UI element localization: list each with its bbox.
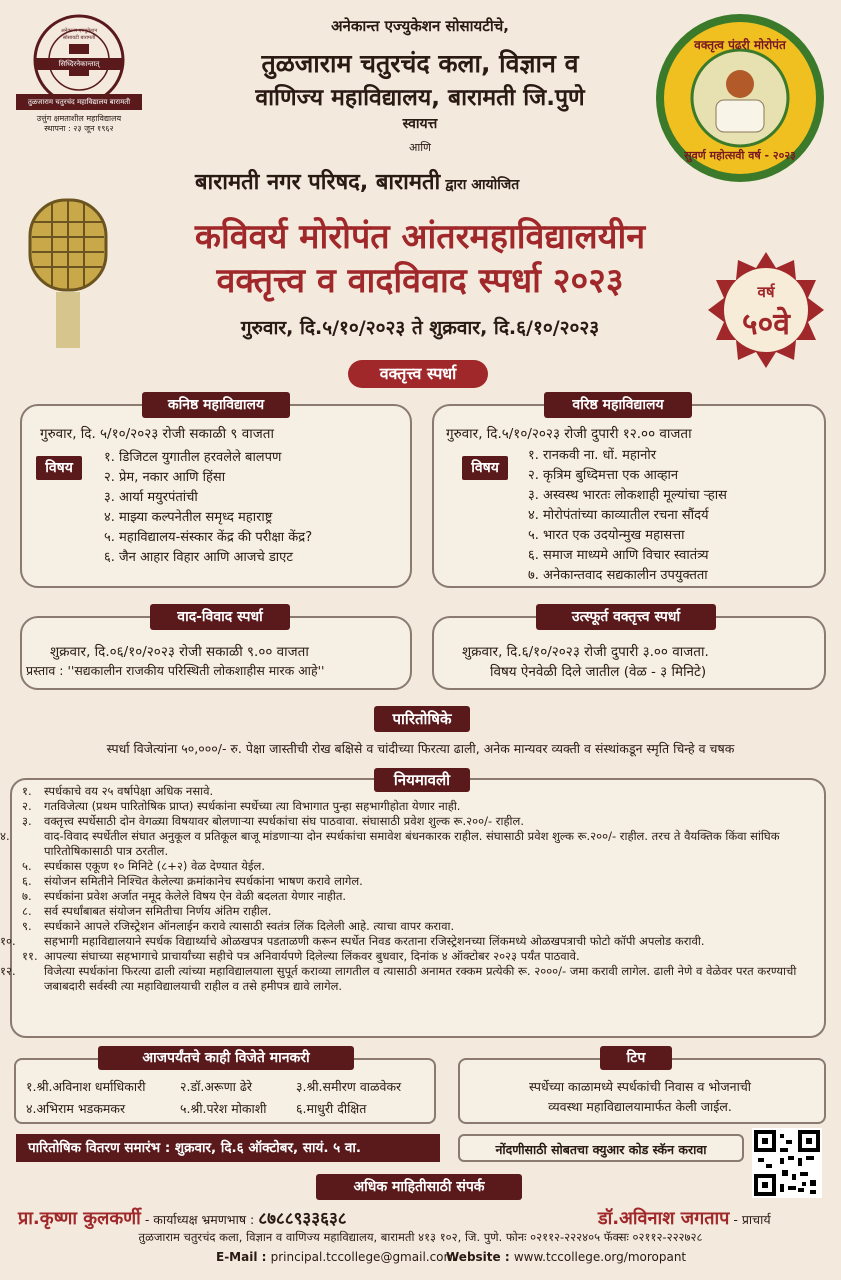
logo-bottom-text: तुळजाराम चतुरचंद महाविद्यालय बारामती (27, 98, 131, 106)
event-title-line1: कविवर्य मोरोपंत आंतरमहाविद्यालयीन (194, 217, 646, 257)
list-item: २. गतविजेत्या (प्रथम पारितोषिक प्राप्त) स्पर्धकांना स्पर्धेच्या त्या विभागात पुन्हा सहभागीहोता येणार नाही. (22, 799, 461, 813)
senior-subject-label: विषय (462, 456, 508, 480)
senior-topics (528, 446, 727, 586)
contact-title: अधिक माहितीसाठी संपर्क (316, 1174, 522, 1200)
junior-topics (104, 448, 312, 568)
list-item: १०. सहभागी महाविद्यालयाने स्पर्धक विद्यार्थ्याचे ओळखपत्र पडताळणी करून स्पर्धेत निवड करताना रजिस्ट्रेशनच्या लिंकमध्ये ओळखपत्राची फोटो कॉपी अपलोड करावी. (0, 934, 705, 948)
person1-phone[interactable]: ८७८८९३३६३८ (258, 1209, 347, 1229)
golden-jubilee-seal (650, 12, 830, 184)
motion-text: ''सद्यकालीन राजकीय परिस्थिती लोकशाहीस मारक आहे'' (67, 663, 325, 678)
list-item: ३. अस्वस्थ भारतः लोकशाही मूल्यांचा ऱ्हास (528, 488, 727, 503)
email-label: E-Mail : (216, 1250, 271, 1264)
and-label: आणि (408, 141, 432, 154)
junior-date: गुरुवार, दि. ५/१०/२०२३ रोजी सकाळी ९ वाजता (40, 426, 274, 442)
council-name: बारामती नगर परिषद, बारामती (195, 170, 441, 195)
event-title-line2: वक्तृत्त्व व वादविवाद स्पर्धा २०२३ (216, 261, 624, 301)
logo-caption-2: स्थापना : २३ जून १९६२ (44, 124, 114, 133)
junior-subject-label: विषय (36, 456, 82, 480)
anniversary-label: वर्ष (757, 283, 775, 301)
rules-title: नियमावली (374, 768, 470, 792)
motion-label: प्रस्ताव : (26, 663, 64, 678)
list-item: ९. स्पर्धकाने आपले रजिस्ट्रेशन ऑनलाईन करावे त्यासाठी स्वतंत्र लिंक दिलेली आहे. त्याचा वापर करावा. (22, 919, 455, 933)
logo-ring-text: अनेकान्त एज्युकेशन सोसायटी बारामती (60, 28, 98, 41)
autonomous-label: स्वायत्त (402, 116, 438, 132)
anniversary-badge (706, 250, 826, 370)
debate-motion (26, 662, 324, 679)
list-item: ८. सर्व स्पर्धांबाबत संयोजन समितीचा निर्णय अंतिम राहील. (22, 904, 272, 918)
impromptu-title: उत्स्फूर्त वक्तृत्त्व स्पर्धा (536, 604, 716, 630)
council-line (195, 166, 655, 196)
seal-top-text: वक्तृत्व पंढरी मोरोपंत (694, 38, 786, 52)
list-item: ३. आर्या मयुरपंतांची (104, 490, 198, 505)
winner-name: ४.अभिराम भडकमकर (26, 1101, 126, 1116)
prizes-title: पारितोषिके (374, 706, 470, 732)
person2-role: - प्राचार्य (729, 1212, 771, 1227)
junior-title: कनिष्ठ महाविद्यालय (142, 392, 290, 418)
list-item: ५. महाविद्यालय-संस्कार केंद्र की परीक्षा केंद्र? (104, 530, 313, 545)
website-label: Website : (446, 1250, 514, 1264)
organized-by: द्वारा आयोजित (445, 177, 520, 193)
email-link[interactable]: principal.tccollege@gmail.com (270, 1250, 456, 1264)
poet-portrait-icon (726, 70, 754, 98)
person1-role: - कार्याध्यक्ष भ्रमणभाष : (140, 1212, 259, 1227)
college-logo (14, 14, 144, 134)
tip-line-2: व्यवस्था महाविद्यालयामार्फत केली जाईल. (548, 1099, 732, 1114)
contact-person-2 (598, 1206, 771, 1230)
society-line: अनेकान्त एज्युकेशन सोसायटीचे, (331, 17, 509, 35)
senior-date: गुरुवार, दि.५/१०/२०२३ रोजी दुपारी १२.०० वाजता (446, 426, 692, 442)
tip-title: टिप (600, 1046, 672, 1070)
list-item: ५. भारत एक उदयोन्मुख महासत्ता (528, 528, 685, 543)
qr-code-icon[interactable] (752, 1128, 822, 1198)
impromptu-date: शुक्रवार, दि.६/१०/२०२३ रोजी दुपारी ३.०० वाजता. (462, 644, 709, 660)
list-item: ७. स्पर्धकांना प्रवेश अर्जात नमूद केलेले विषय ऐन वेळी बदलता येणार नाहीत. (22, 889, 347, 903)
rules-list (0, 784, 812, 994)
list-item: ४. माझ्या कल्पनेतील समृध्द महाराष्ट्र (104, 510, 273, 525)
college-name-line1: तुळजाराम चतुरचंद कला, विज्ञान व (261, 49, 579, 78)
list-item: १. स्पर्धकाचे वय २५ वर्षापेक्षा अधिक नसावे. (22, 784, 214, 798)
winner-name: ६.माधुरी दीक्षित (296, 1101, 367, 1116)
list-item: ५. स्पर्धकास एकूण १० मिनिटे (८+२) वेळ देण्यात येईल. (22, 859, 265, 873)
winner-name: १.श्री.अविनाश धर्माधिकारी (26, 1079, 146, 1094)
list-item: ३. वक्तृत्त्व स्पर्धेसाठी दोन वेगळ्या विषयावर बोलणाऱ्या स्पर्धकांचा संघ पाठवावा. संघासाठी प्रवेश शुल्क रू.२००/- राहील. (22, 814, 524, 828)
list-item: ४. वाद-विवाद स्पर्धेतील संघात अनुकूल व प्रतिकूल बाजू मांडणाऱ्या दोन स्पर्धकांचा समावेश बंधनकारक राहील. संघासाठी प्रवेश शुल्क रू.२००/- राहील. तरच ते वैयक्तिक किंवा सांघिक पारितोषिकासाठी पात्र ठरतील. (0, 829, 780, 858)
list-item: ६. जैन आहार विहार आणि आजचे डाएट (104, 550, 293, 565)
winners-title: आजपर्यंतचे काही विजेते मानकरी (98, 1046, 354, 1070)
winner-name: ५.श्री.परेश मोकाशी (180, 1101, 267, 1116)
oratory-section-label: वक्तृत्त्व स्पर्धा (348, 360, 488, 388)
list-item: ४. मोरोपंतांच्या काव्यातील रचना सौंदर्य (528, 508, 709, 523)
list-item: १२. विजेत्या स्पर्धकांना फिरत्या ढाली त्यांच्या महाविद्यालयाला सुपूर्त कराव्या लागतील व त्यासाठी अनामत रक्कम प्रत्येकी रू. २०००/- जमा करावी लागेल. ढाली नेणे व वेळेवर परत करण्याची जबाबदारी सर्वस्वी त्या महाविद्यालयाची राहील व तसे हमीपत्र द्यावे लागेल. (0, 964, 797, 993)
college-address: तुळजाराम चतुरचंद कला, विज्ञान व वाणिज्य महाविद्यालय, बारामती ४१३ १०२, जि. पुणे. फोनः ०२११२-२२२४०५ फॅक्सः ०२११२-२२२७२८ (138, 1230, 703, 1244)
logo-caption-1: उत्तुंग क्षमताशील महाविद्यालय (36, 114, 122, 123)
list-item: ११. आपल्या संघाच्या सहभागाचे प्राचार्यांच्या सहीचे पत्र अनिवार्यपणे दिलेल्या लिंकवर बुधवार, दिनांक ४ ऑक्टोबर २०२३ पर्यंत पाठवावे. (22, 949, 580, 963)
anniversary-value: ५०वे (742, 307, 790, 342)
person1-name: प्रा.कृष्णा कुलकर्णी (18, 1208, 141, 1229)
impromptu-note: विषय ऐनवेळी दिले जातील (वेळ - ३ मिनिटे) (490, 664, 707, 680)
qr-note: नोंदणीसाठी सोबतचा क्युआर कोड स्कॅन करावा (458, 1134, 744, 1162)
website-link[interactable]: www.tccollege.org/moropant (513, 1250, 687, 1264)
list-item: ६. समाज माध्यमे आणि विचार स्वातंत्र्य (528, 548, 709, 563)
winner-name: २.डॉ.अरूणा ढेरे (180, 1079, 253, 1094)
list-item: ६. संयोजन समितीने निश्चित केलेल्या क्रमांकानेच स्पर्धकांना भाषण करावे लागेल. (22, 874, 363, 888)
seal-bottom-text: सुवर्ण महोत्सवी वर्ष - २०२३ (684, 149, 796, 162)
ceremony-bar: पारितोषिक वितरण समारंभ : शुक्रवार, दि.६ ऑक्टोबर, सायं. ५ वा. (16, 1134, 440, 1162)
winner-name: ३.श्री.समीरण वाळवेकर (296, 1079, 402, 1094)
college-name-line2: वाणिज्य महाविद्यालय, बारामती जि.पुणे (255, 85, 585, 111)
website-line (446, 1250, 686, 1264)
event-dates: गुरुवार, दि.५/१०/२०२३ ते शुक्रवार, दि.६/१०/२०२३ (240, 317, 600, 339)
debate-title: वाद-विवाद स्पर्धा (150, 604, 290, 630)
contact-person-1 (18, 1206, 347, 1230)
list-item: १. रानकवी ना. धों. महानोर (528, 448, 657, 463)
logo-banner-text: सिध्दिरनेकान्तात् (58, 60, 100, 68)
list-item: ७. अनेकान्तवाद सद्यकालीन उपयुक्तता (528, 568, 708, 583)
debate-date: शुक्रवार, दि.०६/१०/२०२३ रोजी सकाळी ९.०० वाजता (50, 644, 309, 660)
email-line (216, 1250, 455, 1264)
senior-title: वरिष्ठ महाविद्यालय (544, 392, 692, 418)
tip-line-1: स्पर्धेच्या काळामध्ये स्पर्धकांची निवास व भोजनाची (528, 1079, 752, 1094)
prizes-text: स्पर्धा विजेत्यांना ५०,०००/- रु. पेक्षा जास्तीची रोख बक्षिसे व चांदीच्या फिरत्या ढाली, अनेक मान्यवर व्यक्ती व संस्थांकडून स्मृति चिन्हे व चषक (106, 741, 735, 756)
list-item: २. कृत्रिम बुध्दिमत्ता एक आव्हान (528, 468, 679, 483)
list-item: १. डिजिटल युगातील हरवलेले बालपण (104, 450, 282, 465)
person2-name: डॉ.अविनाश जगताप (598, 1208, 730, 1229)
list-item: २. प्रेम, नकार आणि हिंसा (104, 470, 226, 485)
